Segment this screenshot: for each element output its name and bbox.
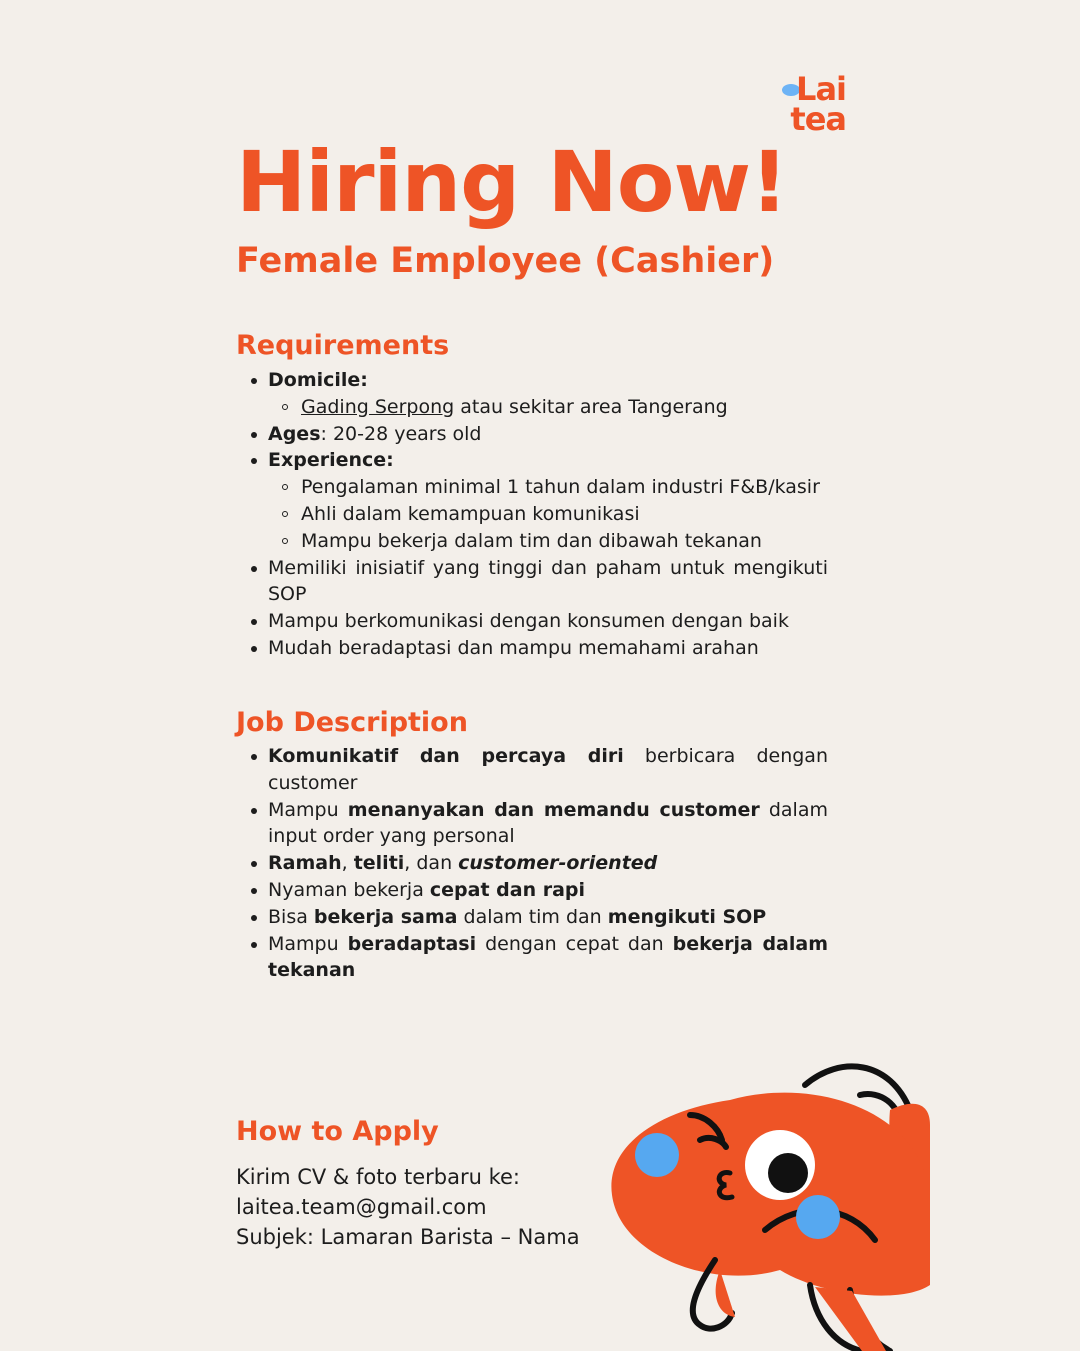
job-description-heading: Job Description — [236, 707, 468, 738]
how-to-apply-heading: How to Apply — [236, 1116, 439, 1147]
list-item — [236, 367, 828, 421]
apply-line-3: Subjek: Lamaran Barista – Nama — [236, 1225, 580, 1249]
list-item: Ahli dalam kemampuan komunikasi — [268, 501, 828, 528]
list-item — [236, 421, 828, 448]
apply-email-link[interactable]: laitea.team@gmail.com — [236, 1195, 487, 1219]
jd-bold: beradaptasi — [347, 932, 477, 955]
jd-text: dalam tim dan — [457, 905, 608, 928]
orange-fish-mascot-icon — [600, 1055, 930, 1351]
jd-bold-italic: customer-oriented — [458, 852, 658, 875]
ages-value: : 20-28 years old — [320, 422, 482, 445]
jd-bold: teliti — [353, 852, 405, 875]
jd-bold: bekerja dalam tekanan — [268, 932, 829, 982]
jd-text: dengan cepat dan — [476, 932, 673, 955]
experience-label: Experience: — [268, 449, 394, 472]
jd-text: , — [341, 852, 354, 875]
job-description-list — [236, 743, 828, 984]
list-item: Memiliki inisiatif yang tinggi dan paham untuk mengikuti SOP — [236, 555, 828, 609]
list-item — [236, 931, 828, 985]
logo-line-2: tea — [790, 100, 846, 138]
jd-bold: menanyakan dan memandu customer — [347, 798, 760, 821]
list-item — [236, 797, 828, 851]
list-item — [236, 743, 828, 797]
jd-text: Bisa — [268, 905, 314, 928]
list-item — [236, 447, 828, 554]
jd-text: dalam input order yang personal — [268, 798, 828, 848]
requirements-heading: Requirements — [236, 330, 450, 361]
domicile-rest: atau sekitar area Tangerang — [454, 395, 728, 418]
list-item — [268, 394, 828, 421]
jd-bold: Ramah — [268, 852, 342, 875]
jd-bold: mengikuti SOP — [607, 905, 767, 928]
domicile-place: Gading Serpong — [301, 395, 455, 418]
apply-line-1: Kirim CV & foto terbaru ke: — [236, 1165, 520, 1189]
domicile-sublist — [268, 394, 828, 421]
list-item: Mudah beradaptasi dan mampu memahami arahan — [236, 635, 828, 662]
requirements-list — [236, 367, 828, 662]
jd-bold: bekerja sama — [313, 905, 458, 928]
jd-bold: Komunikatif dan percaya diri — [268, 745, 624, 767]
list-item — [236, 904, 828, 931]
jd-text: , dan — [404, 852, 459, 875]
list-item: Pengalaman minimal 1 tahun dalam industri F&B/kasir — [268, 474, 828, 501]
ages-label: Ages — [268, 422, 321, 445]
domicile-label: Domicile: — [268, 369, 368, 391]
apply-instructions — [236, 1162, 580, 1252]
list-item: Mampu bekerja dalam tim dan dibawah tekanan — [268, 528, 828, 555]
page-subtitle: Female Employee (Cashier) — [236, 241, 775, 281]
jd-text: Mampu — [268, 798, 348, 821]
list-item — [236, 850, 828, 877]
page-title: Hiring Now! — [236, 133, 788, 231]
jd-bold: cepat dan rapi — [429, 878, 586, 901]
list-item — [236, 877, 828, 904]
laitea-logo — [780, 72, 850, 138]
list-item: Mampu berkomunikasi dengan konsumen dengan baik — [236, 608, 828, 635]
jd-text: Mampu — [268, 932, 348, 955]
jd-text: Nyaman bekerja — [268, 878, 430, 901]
logo-line-1: Lai — [796, 70, 846, 108]
jd-text: berbicara dengan customer — [268, 745, 828, 794]
experience-sublist — [268, 474, 828, 554]
